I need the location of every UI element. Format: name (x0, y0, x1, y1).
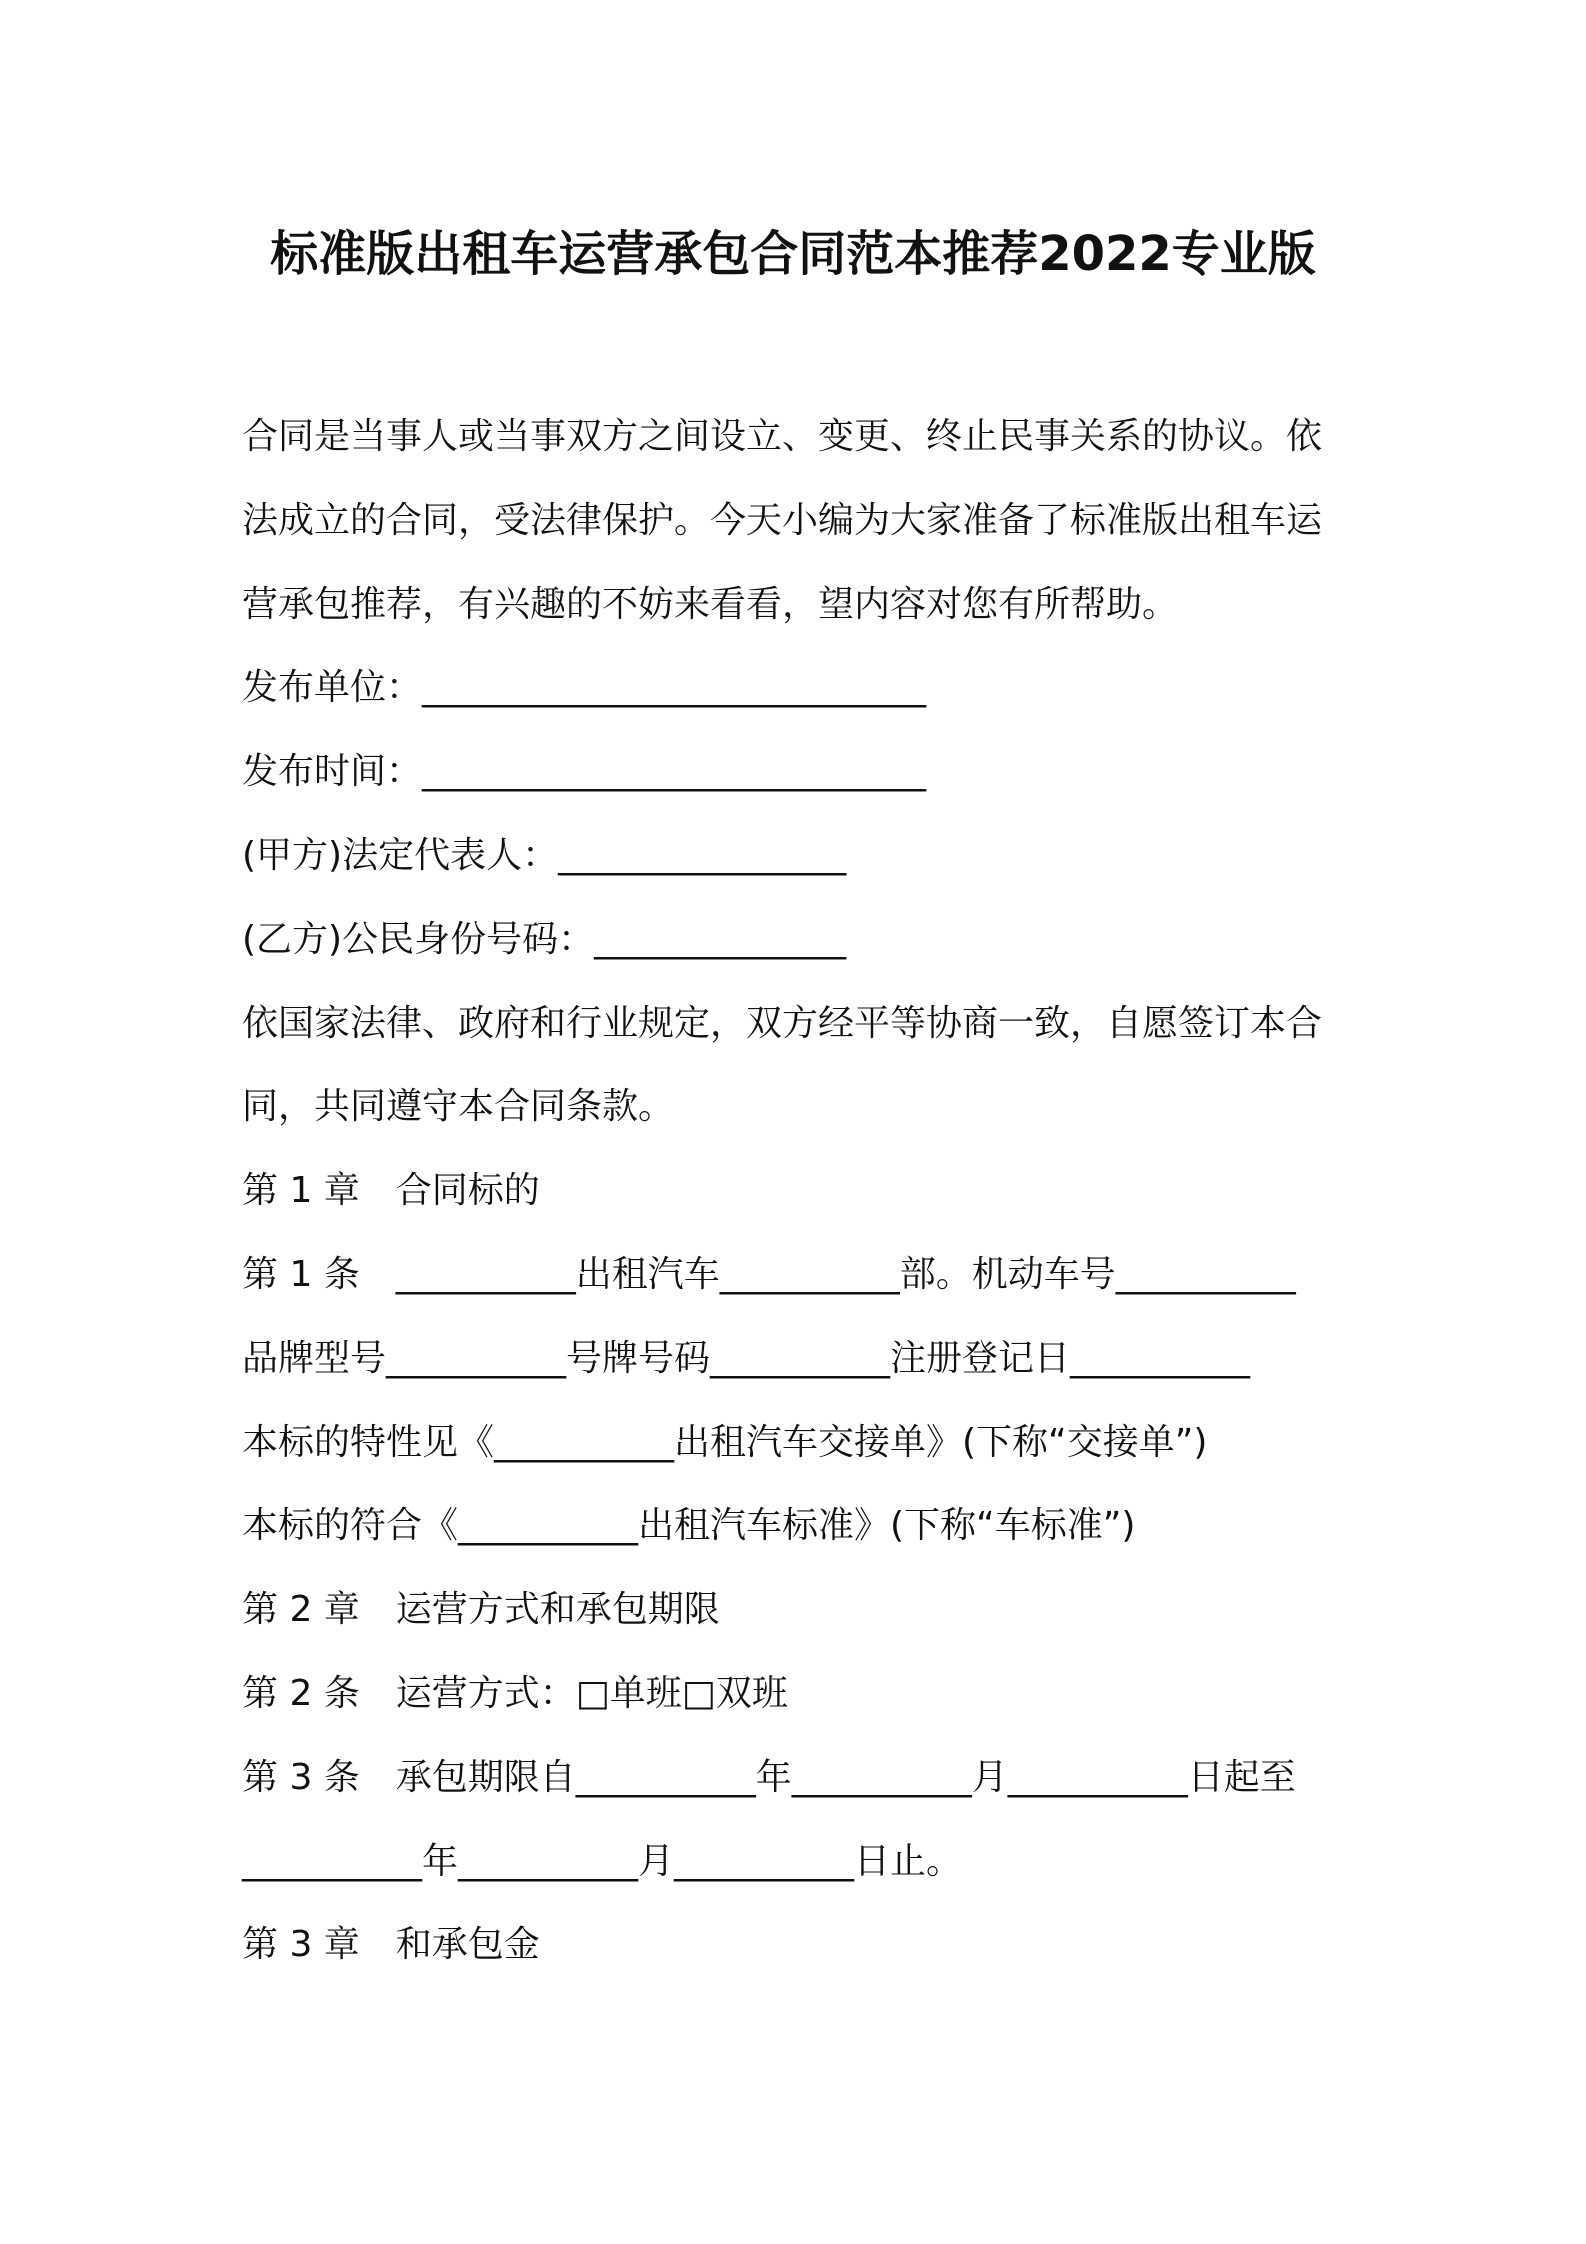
article-2-operation-mode: 第 2 条 运营方式：□单班□双班 (242, 1672, 788, 1714)
article-3-line-1: 第 3 条 承包期限自__________年__________月__________日起至 (242, 1756, 1296, 1798)
intro-line-2: 法成立的合同，受法律保护。今天小编为大家准备了标准版出租车运 (242, 499, 1323, 541)
party-b-id-field: (乙方)公民身份号码：______________ (242, 918, 847, 960)
article-1-line-2: 品牌型号__________号牌号码__________注册登记日__________ (242, 1337, 1251, 1379)
preamble-line-1: 依国家法律、政府和行业规定，双方经平等协商一致，自愿签订本合 (242, 1002, 1323, 1044)
publish-date-field: 发布时间：____________________________ (242, 751, 927, 793)
chapter-3-heading: 第 3 章 和承包金 (242, 1924, 540, 1966)
intro-line-3: 营承包推荐，有兴趣的不妨来看看，望内容对您有所帮助。 (242, 583, 1179, 625)
article-1-line-4: 本标的符合《__________出租汽车标准》(下称“车标准”) (242, 1505, 1136, 1547)
intro-line-1: 合同是当事人或当事双方之间设立、变更、终止民事关系的协议。依 (242, 416, 1323, 457)
article-1-line-1: 第 1 条 __________出租汽车__________部。机动车号__________ (242, 1253, 1296, 1295)
chapter-2-heading: 第 2 章 运营方式和承包期限 (242, 1589, 720, 1631)
party-a-representative-field: (甲方)法定代表人：________________ (242, 834, 847, 876)
document-title: 标准版出租车运营承包合同范本推荐2022专业版 (270, 226, 1316, 282)
article-1-line-3: 本标的特性见《__________出租汽车交接单》(下称“交接单”) (242, 1421, 1208, 1463)
preamble-line-2: 同，共同遵守本合同条款。 (242, 1086, 675, 1128)
document-body (242, 395, 1362, 1987)
article-3-line-2: __________年__________月__________日止。 (242, 1840, 963, 1882)
chapter-1-heading: 第 1 章 合同标的 (242, 1170, 540, 1212)
publisher-field: 发布单位：____________________________ (242, 667, 927, 709)
